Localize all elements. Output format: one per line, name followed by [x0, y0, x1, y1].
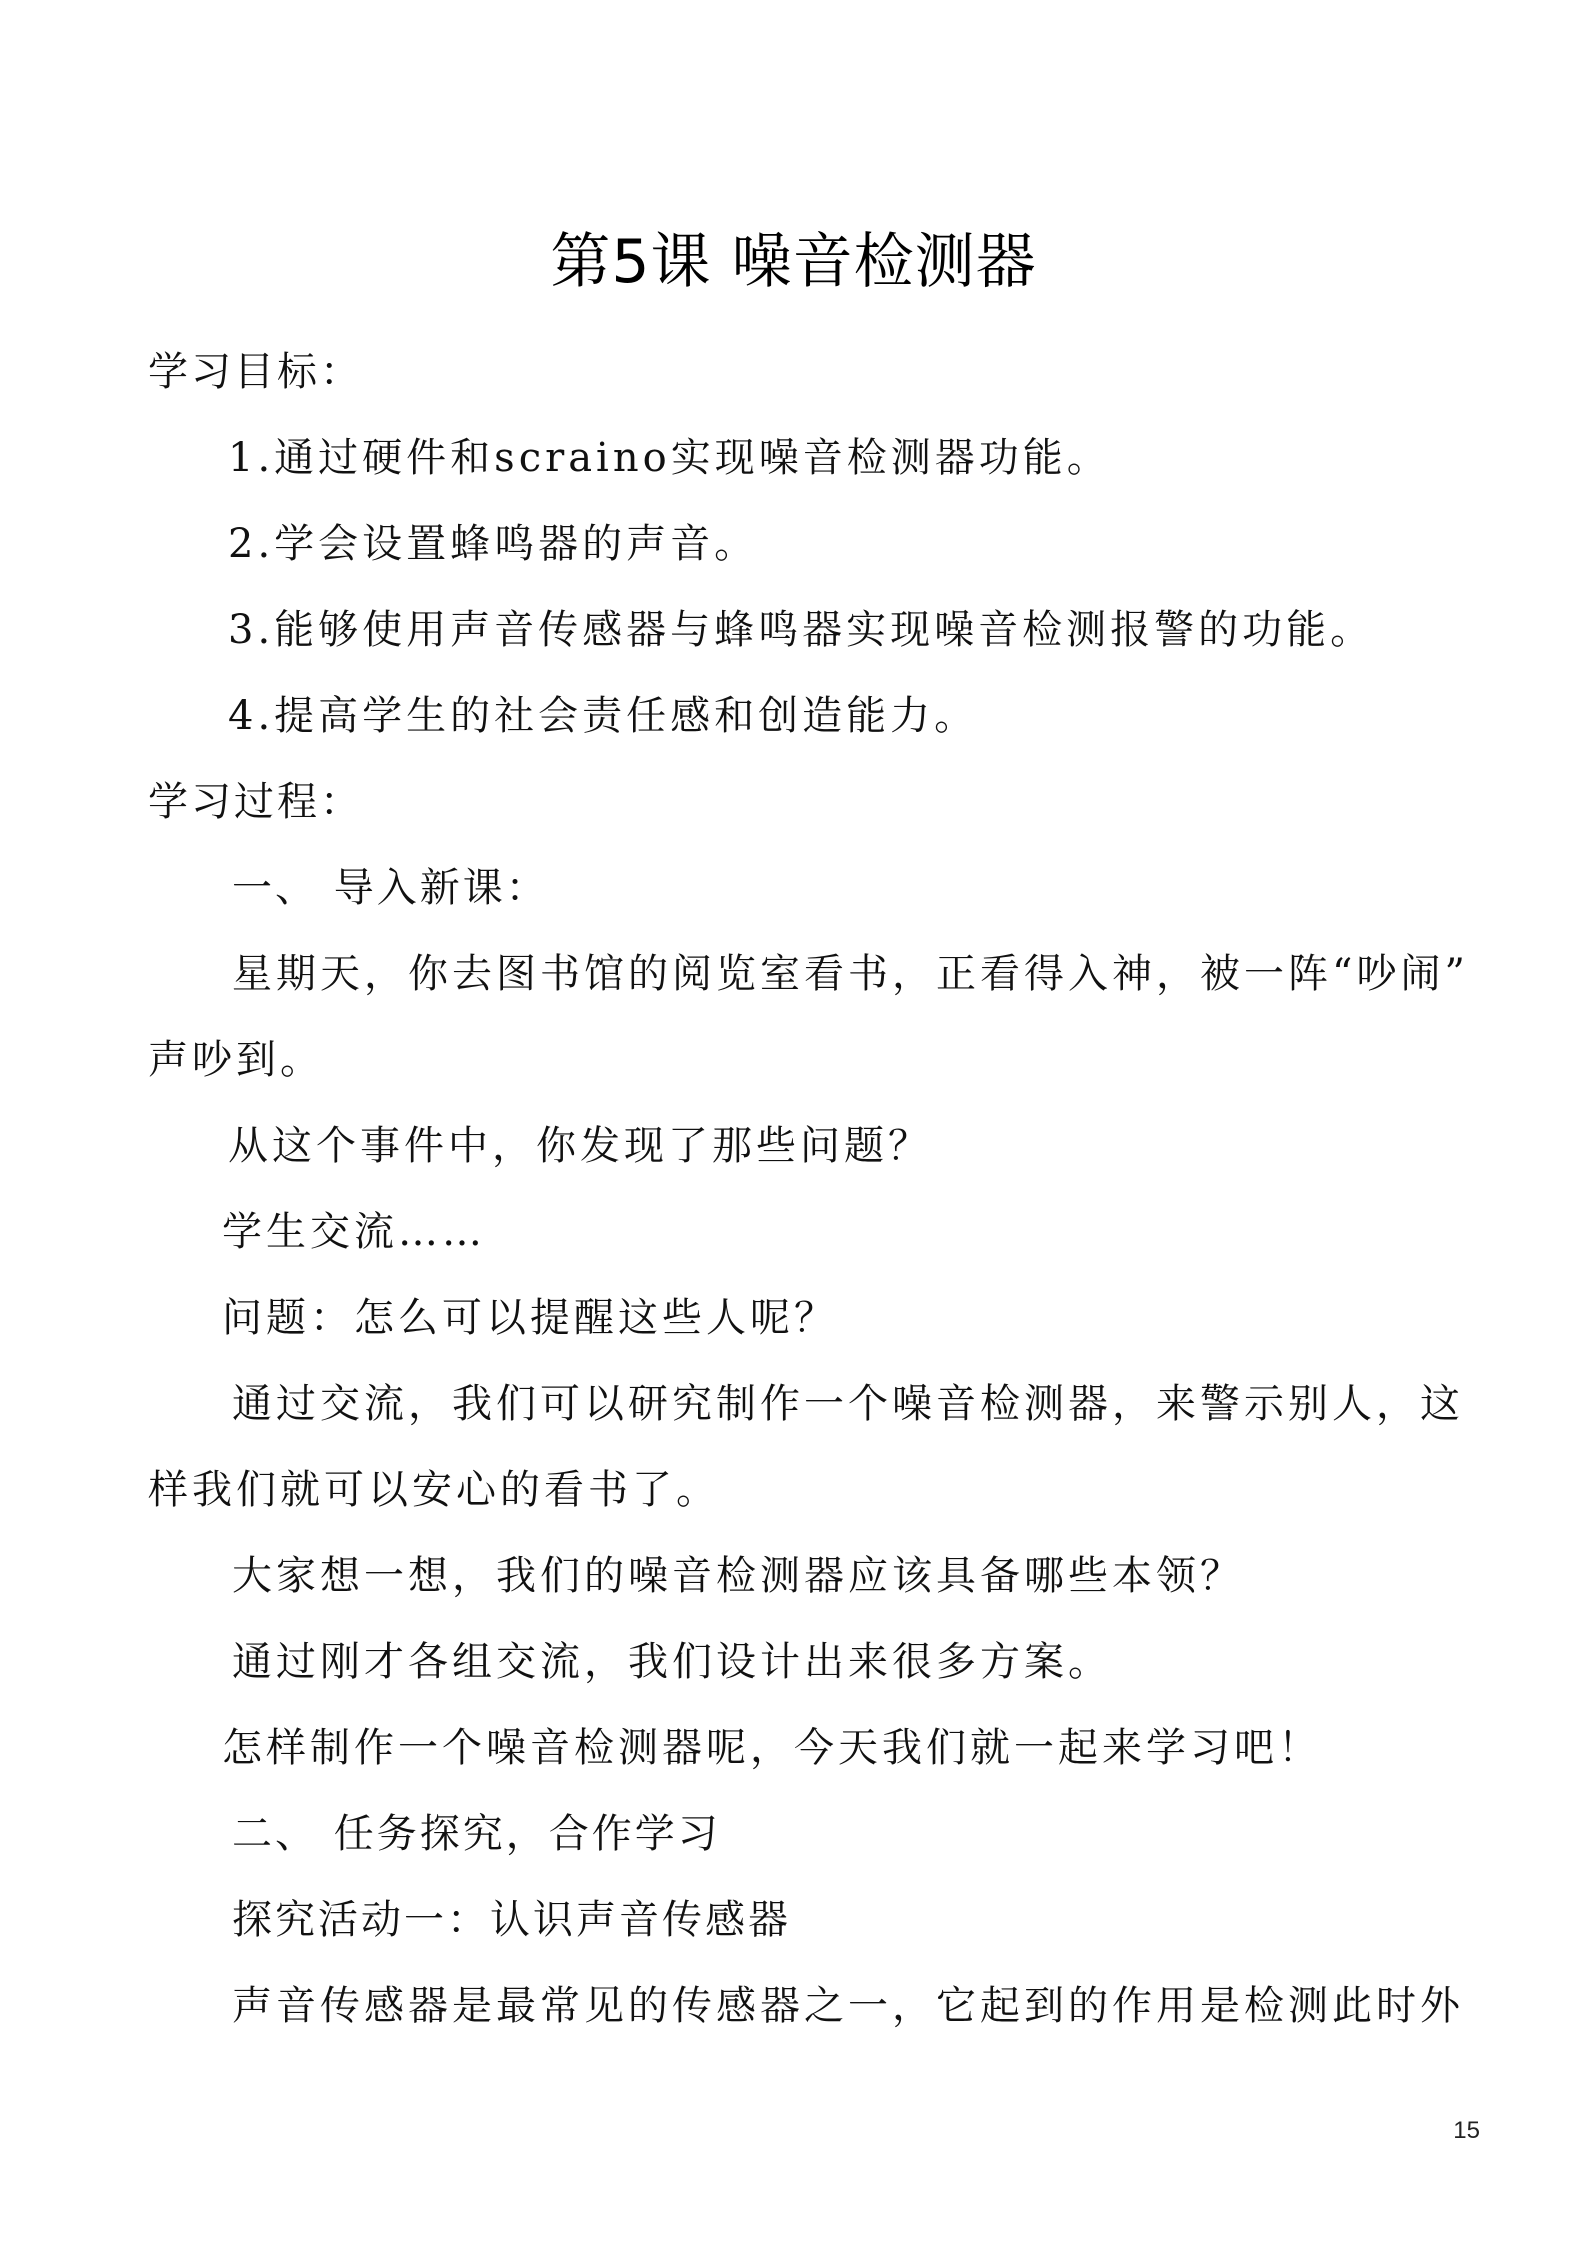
paragraph-5-line-2: 样我们就可以安心的看书了。 [148, 1467, 720, 1513]
activity1-paragraph-line-1: 声音传感器是最常见的传感器之一，它起到的作用是检测此时外 [232, 1983, 1464, 2029]
objectives-heading: 学习目标： [148, 349, 363, 395]
paragraph-1-line-2: 声吵到。 [148, 1037, 324, 1083]
objective-item-3: 3.能够使用声音传感器与蜂鸣器实现噪音检测报警的功能。 [228, 607, 1375, 653]
section1-heading: 一、 导入新课： [232, 865, 549, 911]
objective-item-2: 2.学会设置蜂鸣器的声音。 [228, 521, 759, 567]
paragraph-1-line-1: 星期天，你去图书馆的阅览室看书，正看得入神，被一阵“吵闹” [232, 951, 1469, 997]
paragraph-7: 通过刚才各组交流，我们设计出来很多方案。 [232, 1639, 1112, 1685]
page-title: 第5课 噪音检测器 [550, 227, 1037, 297]
paragraph-6: 大家想一想，我们的噪音检测器应该具备哪些本领？ [232, 1553, 1244, 1599]
paragraph-8: 怎样制作一个噪音检测器呢，今天我们就一起来学习吧！ [222, 1725, 1322, 1771]
paragraph-2: 从这个事件中，你发现了那些问题？ [228, 1123, 932, 1169]
process-heading: 学习过程： [148, 779, 363, 825]
objective-item-4: 4.提高学生的社会责任感和创造能力。 [228, 693, 979, 739]
paragraph-4: 问题：怎么可以提醒这些人呢？ [222, 1295, 838, 1341]
paragraph-5-line-1: 通过交流，我们可以研究制作一个噪音检测器，来警示别人，这 [232, 1381, 1464, 1427]
page-number: 15 [1453, 2117, 1480, 2144]
objective-item-1: 1.通过硬件和scraino实现噪音检测器功能。 [228, 435, 1111, 481]
activity1-heading: 探究活动一：认识声音传感器 [232, 1897, 791, 1943]
paragraph-3: 学生交流…… [222, 1209, 486, 1255]
section2-heading: 二、 任务探究，合作学习 [232, 1811, 721, 1857]
